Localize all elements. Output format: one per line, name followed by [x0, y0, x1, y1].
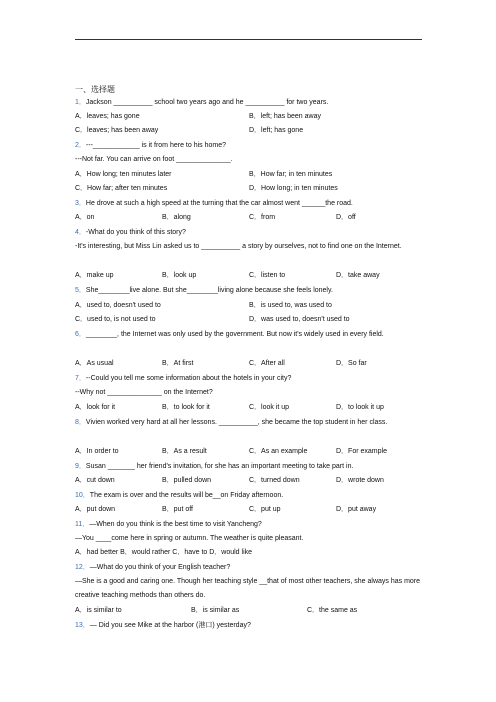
question-text: -What do you think of this story?	[85, 229, 186, 236]
option-d[interactable]: D．wrote down	[336, 477, 384, 484]
options-1a	[75, 110, 425, 123]
question-number: 12．	[75, 564, 90, 571]
option-b[interactable]: B．along	[162, 214, 191, 221]
option-a[interactable]: A．look for it	[75, 404, 116, 411]
option-d[interactable]: D．to look it up	[336, 404, 384, 411]
option-d[interactable]: D．left; has gone	[249, 127, 304, 134]
question-number: 5．	[75, 287, 86, 294]
question-number: 3．	[75, 200, 86, 207]
question-4	[75, 226, 423, 239]
question-12	[75, 561, 423, 574]
options-3	[75, 211, 425, 224]
question-12-line2: —She is a good and caring one. Though her teaching style __that of most other teachers, she always has more creative teaching methods than others do.	[75, 578, 421, 599]
option-b[interactable]: B．put off	[162, 506, 194, 513]
question-number: 2．	[75, 142, 86, 149]
options-10	[75, 503, 425, 516]
option-c[interactable]: C．leaves; has been away	[75, 127, 159, 134]
options-4	[75, 269, 425, 282]
options-1b	[75, 124, 425, 137]
option-d[interactable]: D．put away	[336, 506, 377, 513]
option-d[interactable]: D．So far	[336, 360, 367, 367]
option-d[interactable]: D．For example	[336, 448, 387, 455]
option-a[interactable]: A．As usual	[75, 360, 114, 367]
question-2	[75, 139, 423, 152]
options-12	[75, 604, 425, 617]
question-13	[75, 619, 423, 632]
option-b[interactable]: B．is used to, was used to	[249, 302, 332, 309]
header-rule	[75, 39, 422, 40]
option-c[interactable]: C．turned down	[249, 477, 300, 484]
question-11-line2: —You ____come here in spring or autumn. The weather is quite pleasant.	[75, 535, 304, 542]
question-7	[75, 372, 423, 385]
question-3	[75, 197, 423, 210]
options-8	[75, 445, 425, 458]
option-c[interactable]: C．After all	[249, 360, 285, 367]
question-10	[75, 489, 423, 502]
question-text: —What do you think of your English teacher?	[89, 564, 231, 571]
question-1	[75, 96, 423, 109]
question-number: 11．	[75, 521, 90, 528]
option-b[interactable]: B．At first	[162, 360, 194, 367]
question-9	[75, 460, 423, 473]
option-c[interactable]: C．listen to	[249, 272, 286, 279]
question-text: He drove at such a high speed at the turning that the car almost went ______the road.	[85, 200, 353, 207]
question-8	[75, 416, 423, 430]
option-b[interactable]: B．look up	[162, 272, 197, 279]
option-a[interactable]: A．leaves; has gone	[75, 113, 140, 120]
option-a[interactable]: A．on	[75, 214, 95, 221]
option-d[interactable]: D．off	[336, 214, 356, 221]
option-c[interactable]: C．the same as	[307, 607, 358, 614]
options-9	[75, 474, 425, 487]
option-b[interactable]: B．As a result	[162, 448, 207, 455]
question-number: 1．	[75, 99, 86, 106]
question-number: 9．	[75, 463, 86, 470]
option-b[interactable]: B．pulled down	[162, 477, 212, 484]
question-2-line2: ---Not far. You can arrive on foot ______________.	[75, 156, 233, 163]
options-6	[75, 357, 425, 370]
option-a[interactable]: A．cut down	[75, 477, 115, 484]
options-5a	[75, 299, 425, 312]
options-2a	[75, 168, 425, 181]
question-text: —When do you think is the best time to visit Yancheng?	[89, 521, 262, 528]
option-d[interactable]: D．How long; in ten minutes	[249, 185, 338, 192]
question-4-line2: -It's interesting, but Miss Lin asked us to __________ a story by ourselves, not to find one on the Internet.	[75, 243, 402, 250]
question-number: 7．	[75, 375, 86, 382]
option-a[interactable]: A．put down	[75, 506, 116, 513]
question-text: She________live alone. But she________living alone because she feels lonely.	[85, 287, 333, 294]
options-2b	[75, 182, 425, 195]
question-text: Vivien worked very hard at all her lessons. __________, she became the top student in her class.	[85, 419, 388, 426]
question-text: ---____________ is it from here to his home?	[85, 142, 226, 149]
question-text: The exam is over and the results will be__on Friday afternoon.	[89, 492, 284, 499]
option-a[interactable]: A．make up	[75, 272, 114, 279]
option-b[interactable]: B．to look for it	[162, 404, 210, 411]
options-7	[75, 401, 425, 414]
question-number: 13．	[75, 622, 90, 629]
question-11	[75, 518, 423, 531]
option-c[interactable]: C．How far; after ten minutes	[75, 185, 168, 192]
question-text: ________, the Internet was only used by the government. But now it's widely used in every field.	[85, 331, 384, 338]
option-b[interactable]: B．left; has been away	[249, 113, 321, 120]
option-d[interactable]: D．take away	[336, 272, 380, 279]
section-title: 一、选择题	[75, 85, 115, 94]
option-c[interactable]: C．from	[249, 214, 276, 221]
option-a[interactable]: A．In order to	[75, 448, 119, 455]
question-text: Jackson __________ school two years ago and he __________ for two years.	[85, 99, 329, 106]
options-5b	[75, 313, 425, 326]
question-text: Susan _______ her friend's invitation, for she has an important meeting to take part in.	[85, 463, 354, 470]
option-b[interactable]: B．How far; in ten minutes	[249, 171, 333, 178]
question-number: 6．	[75, 331, 86, 338]
option-c[interactable]: C．As an example	[249, 448, 308, 455]
question-7-line2: --Why not ______________ on the Internet?	[75, 389, 213, 396]
question-5	[75, 284, 423, 297]
option-c[interactable]: C．used to, is not used to	[75, 316, 156, 323]
option-a[interactable]: A．How long; ten minutes later	[75, 171, 172, 178]
question-number: 4．	[75, 229, 86, 236]
question-text: — Did you see Mike at the harbor (港口) yesterday?	[89, 622, 251, 629]
option-c[interactable]: C．put up	[249, 506, 281, 513]
option-c[interactable]: C．look it up	[249, 404, 290, 411]
question-6	[75, 328, 423, 342]
options-11[interactable]: A．had better B．would rather C．have to D．would like	[75, 549, 253, 556]
question-number: 8．	[75, 419, 86, 426]
option-d[interactable]: D．was used to, doesn't used to	[249, 316, 350, 323]
option-a[interactable]: A．is similar to	[75, 607, 122, 614]
question-number: 10．	[75, 492, 90, 499]
option-a[interactable]: A．used to, doesn't used to	[75, 302, 161, 309]
question-text: --Could you tell me some information about the hotels in your city?	[85, 375, 292, 382]
option-b[interactable]: B．is similar as	[191, 607, 240, 614]
